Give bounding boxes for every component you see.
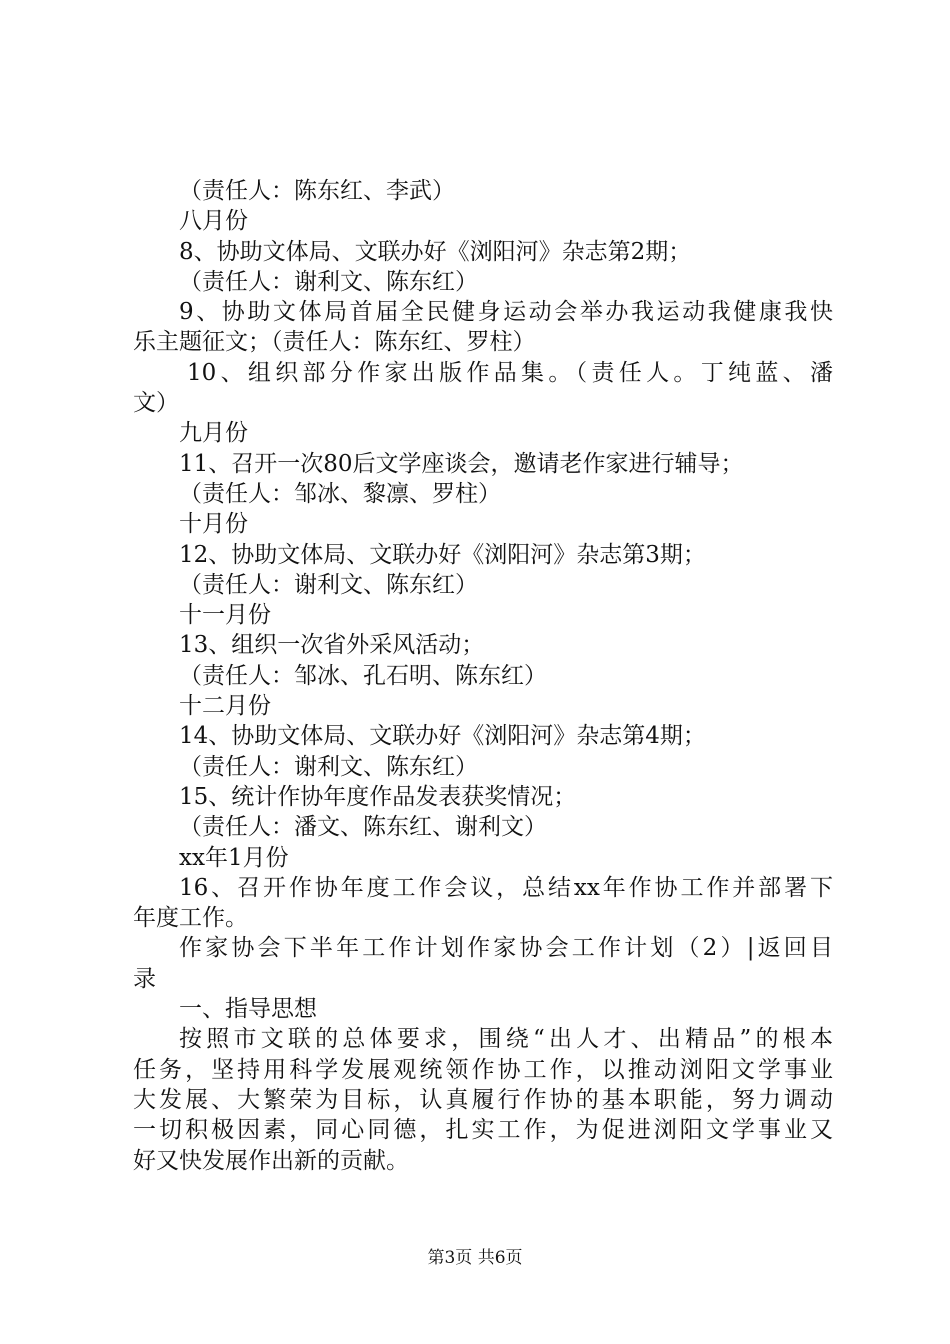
text-line: 8、协助文体局、文联办好《浏阳河》杂志第2期； — [179, 238, 692, 265]
text-line: 13、组织一次省外采风活动； — [179, 632, 485, 659]
text-line: 文） — [133, 390, 179, 417]
section-heading-october: 十月份 — [179, 511, 248, 538]
text-line: 16、召开作协年度工作会议，总结xx年作协工作并部署下 — [179, 874, 833, 901]
text-line: 乐主题征文；（责任人：陈东红、罗柱） — [133, 329, 536, 356]
text-line: （责任人：潘文、陈东红、谢利文） — [179, 814, 547, 841]
text-line: 年度工作。 — [133, 905, 248, 932]
text-line: （责任人：邹冰、黎凛、罗柱） — [179, 480, 501, 507]
section-heading-november: 十一月份 — [179, 602, 271, 629]
text-line: （责任人：谢利文、陈东红） — [179, 268, 478, 295]
text-line: 好又快发展作出新的贡献。 — [133, 1147, 409, 1174]
text-line: 一切积极因素，同心同德，扎实工作，为促进浏阳文学事业又 — [133, 1117, 833, 1144]
text-line: 11、召开一次80后文学座谈会，邀请老作家进行辅导； — [179, 450, 744, 477]
text-line: 按照市文联的总体要求，围绕“出人才、出精品”的根本 — [179, 1026, 833, 1053]
section-heading-guiding-ideology: 一、指导思想 — [179, 996, 317, 1023]
text-line: 大发展、大繁荣为目标，认真履行作协的基本职能，努力调动 — [133, 1086, 833, 1113]
text-line: 15、统计作协年度作品发表获奖情况； — [179, 783, 577, 810]
document-body — [133, 176, 833, 1176]
text-line: 10、组织部分作家出版作品集。（责任人。丁纯蓝、潘 — [187, 359, 833, 386]
text-line: （责任人：谢利文、陈东红） — [179, 753, 478, 780]
text-line: （责任人：谢利文、陈东红） — [179, 571, 478, 598]
text-line: 9、协助文体局首届全民健身运动会举办我运动我健康我快 — [179, 299, 833, 326]
section-heading-january: xx年1月份 — [179, 844, 289, 871]
page-number-footer: 第3页 共6页 — [427, 1248, 523, 1268]
section-heading-december: 十二月份 — [179, 693, 271, 720]
text-line: 12、协助文体局、文联办好《浏阳河》杂志第3期； — [179, 541, 706, 568]
text-line: 录 — [133, 965, 156, 992]
text-line: （责任人：陈东红、李武） — [179, 178, 455, 204]
section-heading-september: 九月份 — [179, 420, 248, 447]
text-line: （责任人：邹冰、孔石明、陈东红） — [179, 662, 547, 689]
text-line: 14、协助文体局、文联办好《浏阳河》杂志第4期； — [179, 723, 706, 750]
return-to-contents-link[interactable]: 作家协会下半年工作计划作家协会工作计划（2）|返回目 — [179, 935, 833, 962]
section-heading-august: 八月份 — [179, 208, 248, 235]
text-line: 任务，坚持用科学发展观统领作协工作，以推动浏阳文学事业 — [133, 1056, 833, 1083]
